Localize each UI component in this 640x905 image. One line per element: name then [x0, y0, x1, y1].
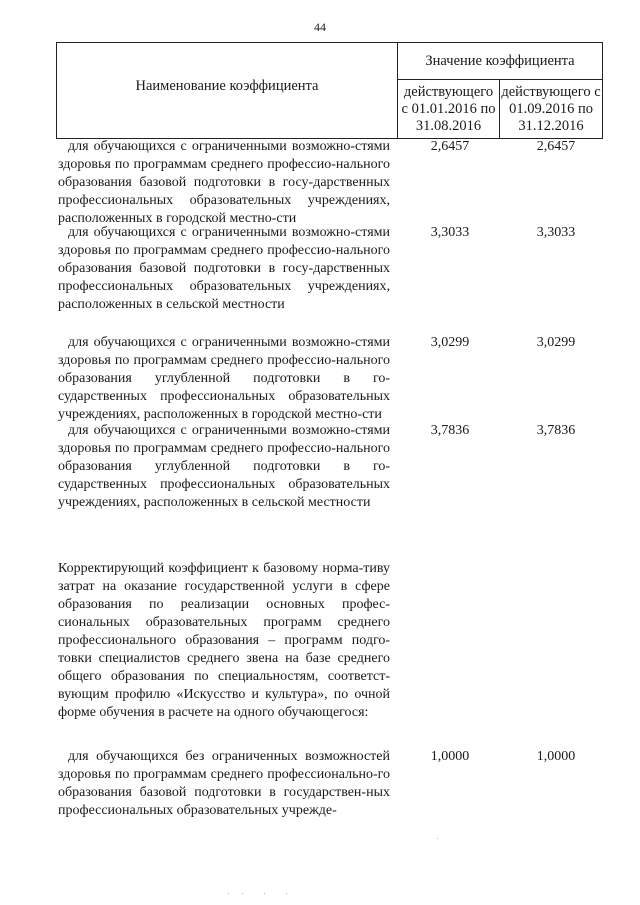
row-value-period-1: 3,0299	[430, 335, 470, 350]
coefficient-table-body	[58, 138, 602, 820]
table-row	[58, 422, 602, 512]
row-description: для обучающихся с ограниченными возможно-стями здоровья по программам среднего профессио-нального образования углубленной подготовки в го-сударственных профессиональных образовательных учреждениях, расположенных в городской местно-сти	[58, 335, 390, 422]
header-period-2-line-3: 31.12.2016	[518, 118, 584, 134]
row-value-period-1: 3,3033	[430, 225, 470, 240]
row-description: для обучающихся с ограниченными возможно-стями здоровья по программам среднего профессио-нального образования углубленной подготовки в го-сударственных профессиональных образовательных учреждениях, расположенных в сельской местности	[58, 423, 390, 510]
row-value-period-1: 3,7836	[430, 423, 470, 438]
table-row	[58, 138, 602, 228]
header-period-2	[500, 80, 603, 139]
table-row	[58, 224, 602, 314]
row-value-period-2: 1,0000	[536, 749, 576, 764]
row-value-period-1: 2,6457	[430, 139, 470, 154]
page-number: 44	[314, 20, 326, 34]
scan-speck	[286, 893, 287, 894]
scan-speck	[228, 893, 229, 894]
row-description: для обучающихся с ограниченными возможно-стями здоровья по программам среднего профессио-нального образования базовой подготовки в госу-дарственных профессиональных образовательных учреждениях, расположенных в городской местно-сти	[58, 139, 390, 226]
header-period-1	[398, 80, 500, 139]
row-value-period-1: 1,0000	[430, 749, 470, 764]
scan-speck	[242, 893, 243, 894]
row-description: для обучающихся с ограниченными возможно-стями здоровья по программам среднего профессио-нального образования базовой подготовки в госу-дарственных профессиональных образовательных учреждениях, расположенных в сельской местности	[58, 225, 390, 312]
row-value-period-2: 3,0299	[536, 335, 576, 350]
scan-footer-marks	[228, 893, 288, 895]
row-description: для обучающихся без ограниченных возможностей здоровья по программам среднего профессионально-го образования базовой подготовки в государствен-ных профессиональных образовательных учрежде-	[58, 749, 390, 818]
correction-coefficient-paragraph	[58, 560, 602, 722]
header-period-2-line-2: 01.09.2016 по	[509, 101, 593, 117]
row-value-period-2: 2,6457	[536, 139, 576, 154]
scan-speck	[437, 838, 438, 839]
table-row	[58, 748, 602, 820]
header-period-1-line-3: 31.08.2016	[415, 118, 482, 134]
header-period-2-line-1: действующего с	[501, 84, 601, 100]
row-value-period-2: 3,3033	[536, 225, 576, 240]
header-period-1-line-2: с 01.01.2016 по	[401, 101, 496, 117]
scan-speck	[264, 893, 265, 894]
table-row	[58, 334, 602, 424]
header-coefficient-value: Значение коэффициента	[398, 43, 603, 80]
paragraph-text: Корректирующий коэффициент к базовому норма-тиву затрат на оказание государственной услуги в сфере образования по реализации основных профес-сиональных образовательных программ среднего профессионального образования – программ подго-товки специалистов среднего звена на базе среднего общего образования по специальностям, соответст-вующим профилю «Искусство и культура», по очной форме обучения в расчете на одного обучающегося:	[58, 561, 390, 720]
header-period-1-line-1: действующего	[403, 84, 494, 100]
header-coefficient-name: Наименование коэффициента	[57, 43, 398, 139]
coefficient-table-header	[56, 42, 603, 139]
row-value-period-2: 3,7836	[536, 423, 576, 438]
